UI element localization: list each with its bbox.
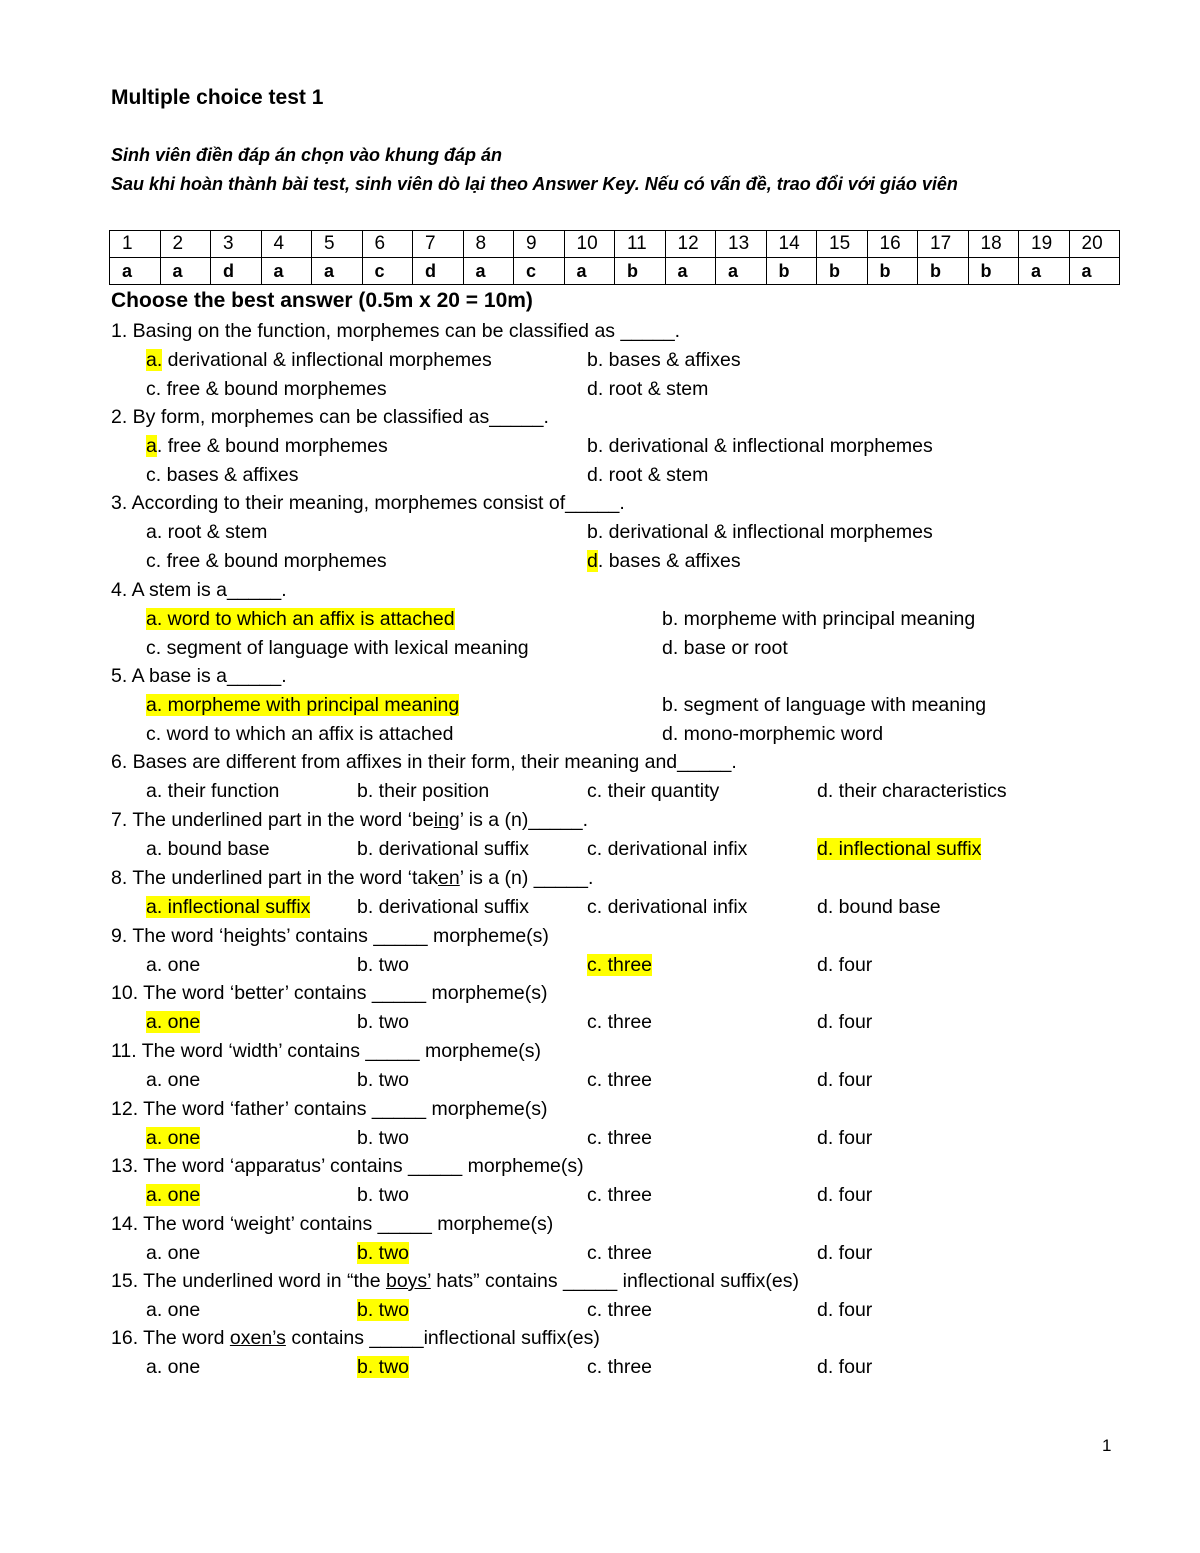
question-part: 8. The underlined part in the word ‘tak bbox=[111, 867, 439, 889]
answer-option bbox=[817, 894, 941, 920]
question-text bbox=[111, 980, 547, 1006]
highlighted-answer: a. one bbox=[146, 1011, 201, 1033]
option-text: a. one bbox=[146, 1069, 201, 1091]
answer-option bbox=[817, 1125, 872, 1151]
answer-option bbox=[146, 1240, 200, 1266]
option-text: b. derivational suffix bbox=[357, 838, 529, 860]
answer-option bbox=[587, 462, 708, 488]
answer-option bbox=[146, 347, 492, 373]
answer-option bbox=[357, 894, 529, 920]
answer-option bbox=[357, 1009, 409, 1035]
answer-key-number-cell: 2 bbox=[160, 231, 211, 258]
option-text: a. one bbox=[146, 1242, 201, 1264]
question-part: 11. The word ‘width’ contains _____ morpheme(s) bbox=[111, 1040, 541, 1062]
answer-option bbox=[817, 1182, 872, 1208]
answer-key-number-cell: 16 bbox=[867, 231, 918, 258]
question-part: hats” contains _____ inflectional suffix(es) bbox=[430, 1270, 799, 1292]
answer-option bbox=[357, 1297, 409, 1323]
answer-key-number-cell: 12 bbox=[665, 231, 716, 258]
answer-key-answer-cell: a bbox=[1069, 258, 1120, 285]
highlighted-answer: c. three bbox=[587, 954, 653, 976]
question-part: 5. A base is a_____. bbox=[111, 665, 287, 687]
option-text: c. bases & affixes bbox=[146, 464, 299, 486]
answer-key-number-cell: 11 bbox=[615, 231, 666, 258]
answer-key-number-cell: 4 bbox=[261, 231, 312, 258]
answer-key-answer-cell: a bbox=[463, 258, 514, 285]
answer-key-answer-cell: b bbox=[766, 258, 817, 285]
option-text: d. four bbox=[817, 1242, 873, 1264]
answer-key-number-cell: 8 bbox=[463, 231, 514, 258]
answer-option bbox=[146, 635, 529, 661]
answer-option bbox=[146, 952, 200, 978]
answer-key-answer-cell: b bbox=[817, 258, 868, 285]
option-text: b. two bbox=[357, 1127, 410, 1149]
answer-option bbox=[587, 1125, 652, 1151]
answer-key-number-cell: 20 bbox=[1069, 231, 1120, 258]
answer-option bbox=[587, 1182, 652, 1208]
answer-option bbox=[587, 1297, 652, 1323]
answer-key-number-cell: 17 bbox=[918, 231, 969, 258]
underlined-word: oxen’s bbox=[229, 1327, 286, 1349]
highlighted-answer: a. one bbox=[146, 1127, 201, 1149]
highlighted-answer: a bbox=[146, 435, 157, 457]
answer-option bbox=[587, 952, 652, 978]
answer-key-number-cell: 5 bbox=[312, 231, 363, 258]
question-part: 2. By form, morphemes can be classified as_____. bbox=[111, 406, 549, 428]
answer-key-number-cell: 7 bbox=[413, 231, 464, 258]
option-text: a. their function bbox=[146, 780, 280, 802]
answer-key-answer-cell: a bbox=[665, 258, 716, 285]
underlined-word: en bbox=[438, 867, 460, 889]
answer-option bbox=[146, 692, 459, 718]
highlighted-answer: a. one bbox=[146, 1184, 201, 1206]
highlighted-answer: a. inflectional suffix bbox=[146, 896, 311, 918]
answer-key-answer-cell: a bbox=[160, 258, 211, 285]
answer-option bbox=[817, 1354, 872, 1380]
answer-key-number-cell: 6 bbox=[362, 231, 413, 258]
answer-key-answer-cell: c bbox=[362, 258, 413, 285]
question-part: 13. The word ‘apparatus’ contains _____ morpheme(s) bbox=[111, 1155, 584, 1177]
answer-option bbox=[357, 952, 409, 978]
answer-key-table bbox=[109, 230, 1120, 285]
question-part: 9. The word ‘heights’ contains _____ morpheme(s) bbox=[111, 925, 549, 947]
question-text bbox=[111, 1038, 541, 1064]
question-part: contains _____inflectional suffix(es) bbox=[285, 1327, 600, 1349]
answer-option bbox=[146, 1182, 200, 1208]
question-text bbox=[111, 490, 625, 516]
answer-option bbox=[587, 376, 708, 402]
answer-key-numbers-row bbox=[110, 231, 1120, 258]
answer-option bbox=[146, 462, 298, 488]
highlighted-answer: a. morpheme with principal meaning bbox=[146, 694, 460, 716]
answer-key-answer-cell: b bbox=[918, 258, 969, 285]
answer-key-number-cell: 15 bbox=[817, 231, 868, 258]
highlighted-answer: a. bbox=[146, 349, 163, 371]
instruction-line-1: Sinh viên điền đáp án chọn vào khung đáp án bbox=[111, 145, 503, 165]
answer-key-number-cell: 14 bbox=[766, 231, 817, 258]
page-number: 1 bbox=[1102, 1436, 1112, 1455]
question-part: 16. The word bbox=[111, 1327, 230, 1349]
option-text: b. derivational & inflectional morphemes bbox=[587, 521, 933, 543]
option-text: b. derivational suffix bbox=[357, 896, 529, 918]
answer-option bbox=[146, 836, 270, 862]
question-text bbox=[111, 1153, 584, 1179]
option-text: b. derivational & inflectional morphemes bbox=[587, 435, 933, 457]
highlighted-answer: d. inflectional suffix bbox=[817, 838, 982, 860]
answer-key-number-cell: 3 bbox=[211, 231, 262, 258]
answer-option bbox=[587, 1009, 652, 1035]
question-text bbox=[111, 1325, 600, 1351]
option-text: c. three bbox=[587, 1011, 653, 1033]
answer-key-answers-row bbox=[110, 258, 1120, 285]
answer-key-answer-cell: c bbox=[514, 258, 565, 285]
answer-option bbox=[357, 1354, 409, 1380]
answer-key-answer-cell: b bbox=[615, 258, 666, 285]
question-part: 1. Basing on the function, morphemes can be classified as _____. bbox=[111, 320, 681, 342]
answer-key-number-cell: 19 bbox=[1019, 231, 1070, 258]
answer-option bbox=[817, 836, 981, 862]
answer-option bbox=[146, 721, 453, 747]
option-text: d. four bbox=[817, 1011, 873, 1033]
option-text: a. one bbox=[146, 1356, 201, 1378]
option-text: c. their quantity bbox=[587, 780, 720, 802]
question-text bbox=[111, 749, 737, 775]
answer-option bbox=[146, 433, 388, 459]
highlighted-answer: b. two bbox=[357, 1242, 410, 1264]
answer-key-answer-cell: a bbox=[261, 258, 312, 285]
answer-key-answer-cell: d bbox=[413, 258, 464, 285]
option-text: b. two bbox=[357, 1011, 410, 1033]
answer-key-answer-cell: a bbox=[1019, 258, 1070, 285]
question-part: 6. Bases are different from affixes in their form, their meaning and_____. bbox=[111, 751, 737, 773]
question-text bbox=[111, 404, 549, 430]
option-text: d. bound base bbox=[817, 896, 941, 918]
option-text: c. word to which an affix is attached bbox=[146, 723, 454, 745]
question-text bbox=[111, 923, 549, 949]
answer-key-answer-cell: a bbox=[312, 258, 363, 285]
answer-option bbox=[817, 778, 1007, 804]
option-text: a. one bbox=[146, 954, 201, 976]
answer-option bbox=[146, 778, 279, 804]
answer-key-answer-cell: d bbox=[211, 258, 262, 285]
answer-key-number-cell: 9 bbox=[514, 231, 565, 258]
option-text: b. segment of language with meaning bbox=[662, 694, 987, 716]
question-part: 14. The word ‘weight’ contains _____ morpheme(s) bbox=[111, 1213, 554, 1235]
answer-option bbox=[146, 1297, 200, 1323]
section-title: Choose the best answer (0.5m x 20 = 10m) bbox=[111, 289, 533, 312]
option-text: a. one bbox=[146, 1299, 201, 1321]
answer-key-answer-cell: a bbox=[110, 258, 161, 285]
answer-option bbox=[587, 433, 933, 459]
option-text: c. three bbox=[587, 1184, 653, 1206]
question-text bbox=[111, 1268, 799, 1294]
option-text: c. three bbox=[587, 1127, 653, 1149]
instruction-line-2: Sau khi hoàn thành bài test, sinh viên dò lại theo Answer Key. Nếu có vấn đề, trao đổi với giáo viên bbox=[111, 174, 958, 194]
answer-option bbox=[587, 836, 747, 862]
answer-option bbox=[146, 1354, 200, 1380]
option-text: b. two bbox=[357, 1069, 410, 1091]
option-text: . bases & affixes bbox=[597, 550, 741, 572]
answer-option bbox=[146, 894, 310, 920]
answer-option bbox=[146, 1125, 200, 1151]
answer-option bbox=[817, 1240, 872, 1266]
option-text: d. base or root bbox=[662, 637, 788, 659]
option-text: c. derivational infix bbox=[587, 896, 748, 918]
option-text: c. three bbox=[587, 1069, 653, 1091]
option-text: d. four bbox=[817, 1356, 873, 1378]
answer-option bbox=[817, 1297, 872, 1323]
underlined-word: boys’ bbox=[385, 1270, 431, 1292]
option-text: a. root & stem bbox=[146, 521, 268, 543]
answer-option bbox=[587, 1240, 652, 1266]
option-text: d. root & stem bbox=[587, 464, 709, 486]
page-title: Multiple choice test 1 bbox=[111, 86, 324, 109]
question-part: ’ is a (n)_____. bbox=[459, 809, 588, 831]
option-text: a. bound base bbox=[146, 838, 270, 860]
option-text: b. morpheme with principal meaning bbox=[662, 608, 976, 630]
underlined-word: ing bbox=[433, 809, 460, 831]
highlighted-answer: d bbox=[587, 550, 598, 572]
option-text: d. mono-morphemic word bbox=[662, 723, 884, 745]
question-part: 7. The underlined part in the word ‘be bbox=[111, 809, 434, 831]
highlighted-answer: b. two bbox=[357, 1356, 410, 1378]
question-text bbox=[111, 807, 588, 833]
answer-option bbox=[146, 519, 267, 545]
option-text: c. three bbox=[587, 1242, 653, 1264]
question-part: ’ is a (n) _____. bbox=[459, 867, 594, 889]
answer-option bbox=[817, 1067, 872, 1093]
question-part: 4. A stem is a_____. bbox=[111, 579, 287, 601]
answer-option bbox=[587, 894, 747, 920]
answer-key-answer-cell: a bbox=[564, 258, 615, 285]
question-part: 3. According to their meaning, morphemes consist of_____. bbox=[111, 492, 625, 514]
answer-option bbox=[662, 721, 883, 747]
option-text: c. derivational infix bbox=[587, 838, 748, 860]
answer-option bbox=[357, 1182, 409, 1208]
answer-option bbox=[587, 778, 719, 804]
option-text: b. bases & affixes bbox=[587, 349, 741, 371]
answer-option bbox=[146, 1067, 200, 1093]
option-text: derivational & inflectional morphemes bbox=[162, 349, 492, 371]
option-text: c. free & bound morphemes bbox=[146, 550, 387, 572]
question-text bbox=[111, 577, 287, 603]
option-text: d. four bbox=[817, 1184, 873, 1206]
question-text bbox=[111, 663, 287, 689]
answer-option bbox=[146, 606, 455, 632]
answer-option bbox=[662, 692, 986, 718]
option-text: d. their characteristics bbox=[817, 780, 1007, 802]
option-text: c. three bbox=[587, 1356, 653, 1378]
highlighted-answer: a. word to which an affix is attached bbox=[146, 608, 455, 630]
answer-option bbox=[817, 1009, 872, 1035]
answer-option bbox=[146, 548, 387, 574]
answer-option bbox=[587, 548, 741, 574]
option-text: . free & bound morphemes bbox=[156, 435, 388, 457]
answer-key-number-cell: 13 bbox=[716, 231, 767, 258]
answer-option bbox=[662, 635, 788, 661]
answer-key-number-cell: 10 bbox=[564, 231, 615, 258]
option-text: d. root & stem bbox=[587, 378, 709, 400]
answer-option bbox=[587, 1354, 652, 1380]
highlighted-answer: b. two bbox=[357, 1299, 410, 1321]
answer-option bbox=[662, 606, 975, 632]
answer-key-number-cell: 18 bbox=[968, 231, 1019, 258]
option-text: b. two bbox=[357, 1184, 410, 1206]
question-part: 12. The word ‘father’ contains _____ morpheme(s) bbox=[111, 1098, 548, 1120]
question-part: 10. The word ‘better’ contains _____ morpheme(s) bbox=[111, 982, 548, 1004]
question-text bbox=[111, 318, 680, 344]
question-text bbox=[111, 1096, 547, 1122]
answer-option bbox=[587, 347, 741, 373]
option-text: d. four bbox=[817, 954, 873, 976]
question-text bbox=[111, 1211, 553, 1237]
answer-option bbox=[817, 952, 872, 978]
answer-option bbox=[587, 519, 933, 545]
option-text: b. two bbox=[357, 954, 410, 976]
answer-option bbox=[587, 1067, 652, 1093]
option-text: c. segment of language with lexical meaning bbox=[146, 637, 529, 659]
answer-option bbox=[357, 1240, 409, 1266]
option-text: c. free & bound morphemes bbox=[146, 378, 387, 400]
answer-option bbox=[357, 778, 489, 804]
question-text bbox=[111, 865, 593, 891]
answer-key-answer-cell: b bbox=[968, 258, 1019, 285]
answer-option bbox=[357, 1067, 409, 1093]
answer-option bbox=[146, 1009, 200, 1035]
option-text: b. their position bbox=[357, 780, 490, 802]
option-text: d. four bbox=[817, 1127, 873, 1149]
answer-key-answer-cell: a bbox=[716, 258, 767, 285]
option-text: d. four bbox=[817, 1299, 873, 1321]
answer-option bbox=[357, 1125, 409, 1151]
answer-key-number-cell: 1 bbox=[110, 231, 161, 258]
answer-option bbox=[146, 376, 387, 402]
answer-option bbox=[357, 836, 529, 862]
option-text: c. three bbox=[587, 1299, 653, 1321]
question-part: 15. The underlined word in “the bbox=[111, 1270, 386, 1292]
answer-key-answer-cell: b bbox=[867, 258, 918, 285]
option-text: d. four bbox=[817, 1069, 873, 1091]
